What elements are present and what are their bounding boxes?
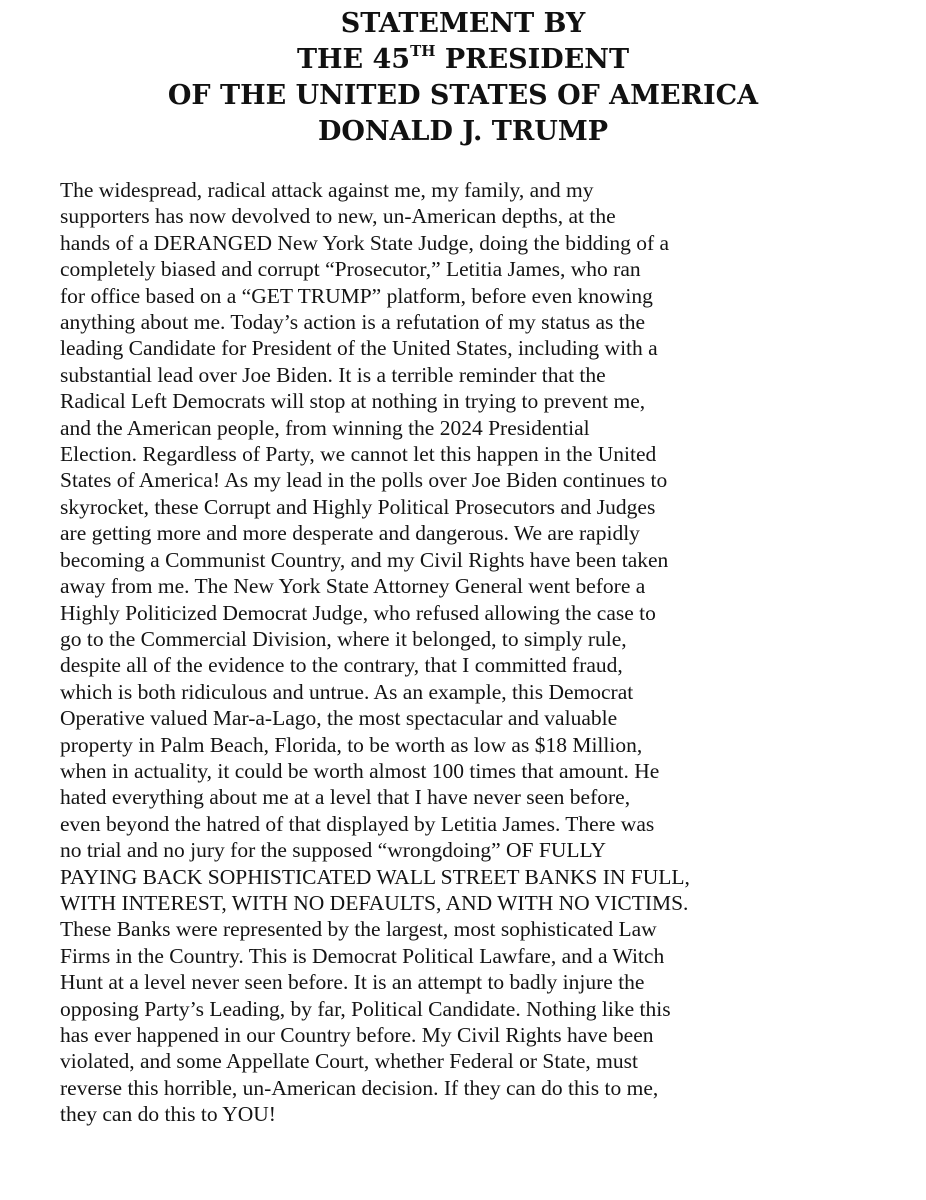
body-line: Highly Politicized Democrat Judge, who refused allowing the case to xyxy=(60,600,656,625)
body-line: property in Palm Beach, Florida, to be worth as low as $18 Million, xyxy=(60,732,643,757)
body-line: The widespread, radical attack against me, my family, and my xyxy=(60,178,594,202)
body-line: which is both ridiculous and untrue. As an example, this Democrat xyxy=(60,679,634,704)
body-line: for office based on a “GET TRUMP” platform, before even knowing xyxy=(60,283,653,308)
body-line: reverse this horrible, un-American decision. If they can do this to me, xyxy=(60,1075,659,1100)
body-line: completely biased and corrupt “Prosecutor,” Letitia James, who ran xyxy=(60,257,641,282)
body-line: Radical Left Democrats will stop at nothing in trying to prevent me, xyxy=(60,389,646,414)
header-line2-suffix: PRESIDENT xyxy=(435,44,630,75)
body-line: leading Candidate for President of the United States, including with a xyxy=(60,336,658,361)
body-line: PAYING BACK SOPHISTICATED WALL STREET BANKS IN FULL, xyxy=(60,864,690,889)
body-line: violated, and some Appellate Court, whether Federal or State, must xyxy=(60,1049,638,1074)
statement-body xyxy=(60,177,926,1128)
header-line2-prefix: THE 45 xyxy=(296,44,411,75)
body-line: they can do this to YOU! xyxy=(60,1102,276,1127)
statement-header xyxy=(0,6,926,150)
body-line: when in actuality, it could be worth almost 100 times that amount. He xyxy=(60,758,660,783)
body-line: and the American people, from winning the 2024 Presidential xyxy=(60,415,590,440)
body-line: are getting more and more desperate and dangerous. We are rapidly xyxy=(60,521,640,546)
body-line: Election. Regardless of Party, we cannot let this happen in the United xyxy=(60,442,657,467)
body-line: Operative valued Mar-a-Lago, the most spectacular and valuable xyxy=(60,706,618,731)
body-line: has ever happened in our Country before. My Civil Rights have been xyxy=(60,1023,654,1047)
body-line: even beyond the hatred of that displayed by Letitia James. There was xyxy=(60,811,655,836)
body-line: substantial lead over Joe Biden. It is a terrible reminder that the xyxy=(60,362,606,387)
body-line: despite all of the evidence to the contrary, that I committed fraud, xyxy=(60,653,623,678)
header-line-name: DONALD J. TRUMP xyxy=(317,116,609,147)
body-line: becoming a Communist Country, and my Civil Rights have been taken xyxy=(60,547,669,572)
header-line-president xyxy=(0,42,926,78)
body-line: Firms in the Country. This is Democrat Political Lawfare, and a Witch xyxy=(60,943,665,968)
body-line: skyrocket, these Corrupt and Highly Political Prosecutors and Judges xyxy=(60,494,656,519)
header-line2-ordinal-suffix: TH xyxy=(410,42,436,60)
body-line: hated everything about me at a level that I have never seen before, xyxy=(60,785,631,810)
header-line-country: OF THE UNITED STATES OF AMERICA xyxy=(167,80,759,111)
body-line: anything about me. Today’s action is a refutation of my status as the xyxy=(60,310,646,335)
body-line: no trial and no jury for the supposed “wrongdoing” OF FULLY xyxy=(60,838,607,863)
body-line: WITH INTEREST, WITH NO DEFAULTS, AND WITH NO VICTIMS. xyxy=(60,890,689,915)
body-line: supporters has now devolved to new, un-American depths, at the xyxy=(60,204,616,229)
header-line-statement-by: STATEMENT BY xyxy=(340,8,586,39)
body-line: Hunt at a level never seen before. It is an attempt to badly injure the xyxy=(60,970,645,995)
body-line: States of America! As my lead in the polls over Joe Biden continues to xyxy=(60,468,668,493)
body-line: hands of a DERANGED New York State Judge, doing the bidding of a xyxy=(60,230,670,255)
body-line: These Banks were represented by the largest, most sophisticated Law xyxy=(60,917,657,942)
body-line: opposing Party’s Leading, by far, Political Candidate. Nothing like this xyxy=(60,996,671,1021)
body-line: go to the Commercial Division, where it belonged, to simply rule, xyxy=(60,626,627,651)
body-line: away from me. The New York State Attorney General went before a xyxy=(60,574,646,599)
